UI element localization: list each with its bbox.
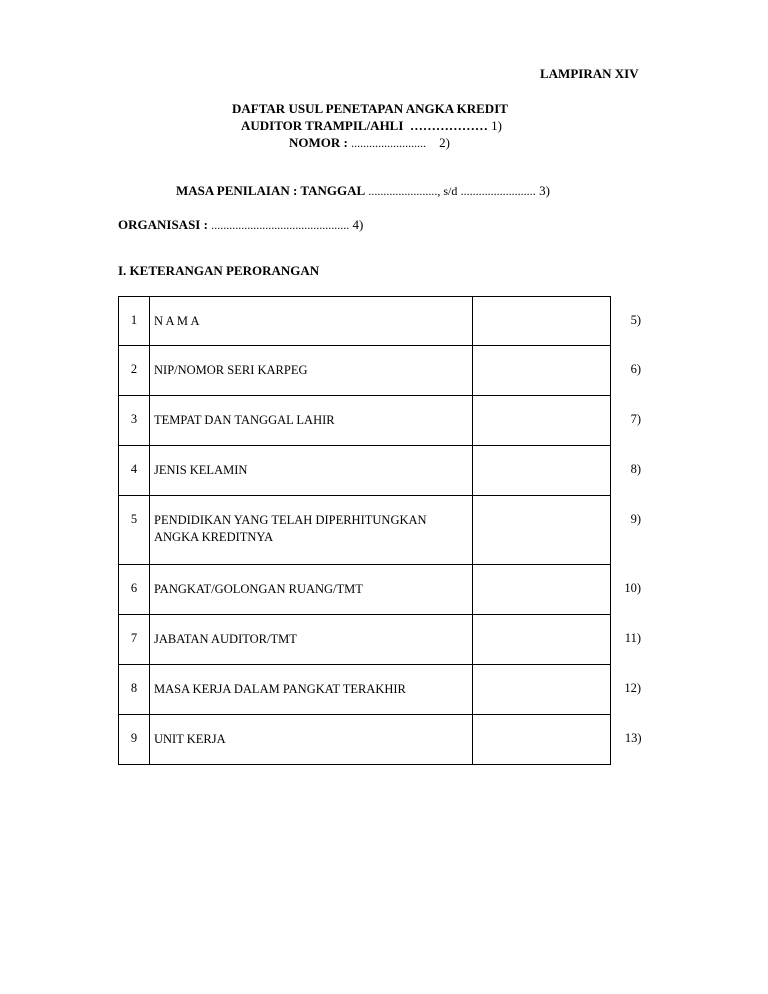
row-number: 7	[119, 615, 150, 665]
row-label: TEMPAT DAN TANGGAL LAHIR	[150, 396, 473, 446]
table-row	[119, 346, 642, 396]
masa-label: MASA PENILAIAN : TANGGAL	[176, 183, 366, 198]
nomor-dots: .........................	[351, 136, 427, 150]
section-title: I. KETERANGAN PERORANGAN	[118, 263, 320, 278]
organisasi-label: ORGANISASI :	[118, 217, 208, 232]
row-number: 2	[119, 346, 150, 396]
lampiran-label: LAMPIRAN XIV	[540, 66, 639, 81]
table-row	[119, 446, 642, 496]
row-value-field[interactable]	[473, 396, 611, 446]
row-label: JABATAN AUDITOR/TMT	[150, 615, 473, 665]
table-row	[119, 665, 642, 715]
masa-dots-2: ........................	[460, 184, 533, 198]
row-label: UNIT KERJA	[150, 715, 473, 765]
masa-ref: . 3)	[532, 183, 550, 198]
row-value-field[interactable]	[473, 565, 611, 615]
row-number: 6	[119, 565, 150, 615]
row-value-field[interactable]	[473, 297, 611, 346]
row-label: JENIS KELAMIN	[150, 446, 473, 496]
row-ref: 13)	[624, 730, 642, 745]
row-number: 3	[119, 396, 150, 446]
row-label: N A M A	[150, 297, 473, 346]
table-row	[119, 615, 642, 665]
organisasi-dots: ..............................................	[211, 218, 350, 232]
row-ref: 12)	[624, 680, 641, 695]
title-line-2-dots: ………………	[409, 118, 488, 133]
row-number: 9	[119, 715, 150, 765]
row-value-field[interactable]	[473, 665, 611, 715]
row-number: 4	[119, 446, 150, 496]
table-row	[119, 565, 642, 615]
row-number: 1	[119, 297, 150, 346]
keterangan-table	[118, 296, 642, 765]
row-value-field[interactable]	[473, 615, 611, 665]
row-ref: 8)	[630, 461, 641, 476]
row-ref: 7)	[630, 411, 641, 426]
table-row	[119, 715, 642, 765]
title-line-2	[241, 118, 502, 134]
organisasi-ref: 4)	[352, 217, 364, 232]
row-ref: 5)	[630, 312, 641, 327]
masa-dots-1: ......................., s/d	[368, 184, 458, 198]
table-row	[119, 496, 642, 565]
organisasi-line	[118, 217, 363, 233]
row-value-field[interactable]	[473, 446, 611, 496]
nomor-line	[289, 135, 450, 151]
table-row	[119, 297, 642, 346]
row-ref: 11)	[624, 630, 641, 645]
row-ref: 10)	[624, 580, 641, 595]
row-label	[150, 496, 473, 565]
row-label-line-2: ANGKA KREDITNYA	[154, 530, 274, 544]
title-line-2-text: AUDITOR TRAMPIL/AHLI	[241, 118, 404, 133]
masa-penilaian-line	[176, 183, 550, 199]
nomor-label: NOMOR :	[289, 135, 348, 150]
nomor-ref: 2)	[439, 135, 450, 150]
row-ref: 6)	[630, 361, 641, 376]
row-label: MASA KERJA DALAM PANGKAT TERAKHIR	[150, 665, 473, 715]
row-number: 8	[119, 665, 150, 715]
row-label-line-1: PENDIDIKAN YANG TELAH DIPERHITUNGKAN	[154, 513, 427, 527]
row-label: PANGKAT/GOLONGAN RUANG/TMT	[150, 565, 473, 615]
row-value-field[interactable]	[473, 496, 611, 565]
title-line-2-ref: 1)	[491, 118, 502, 133]
title-line-1: DAFTAR USUL PENETAPAN ANGKA KREDIT	[232, 101, 508, 116]
row-number: 5	[119, 496, 150, 565]
row-label: NIP/NOMOR SERI KARPEG	[150, 346, 473, 396]
table-row	[119, 396, 642, 446]
row-value-field[interactable]	[473, 715, 611, 765]
row-ref: 9)	[630, 511, 641, 526]
row-value-field[interactable]	[473, 346, 611, 396]
